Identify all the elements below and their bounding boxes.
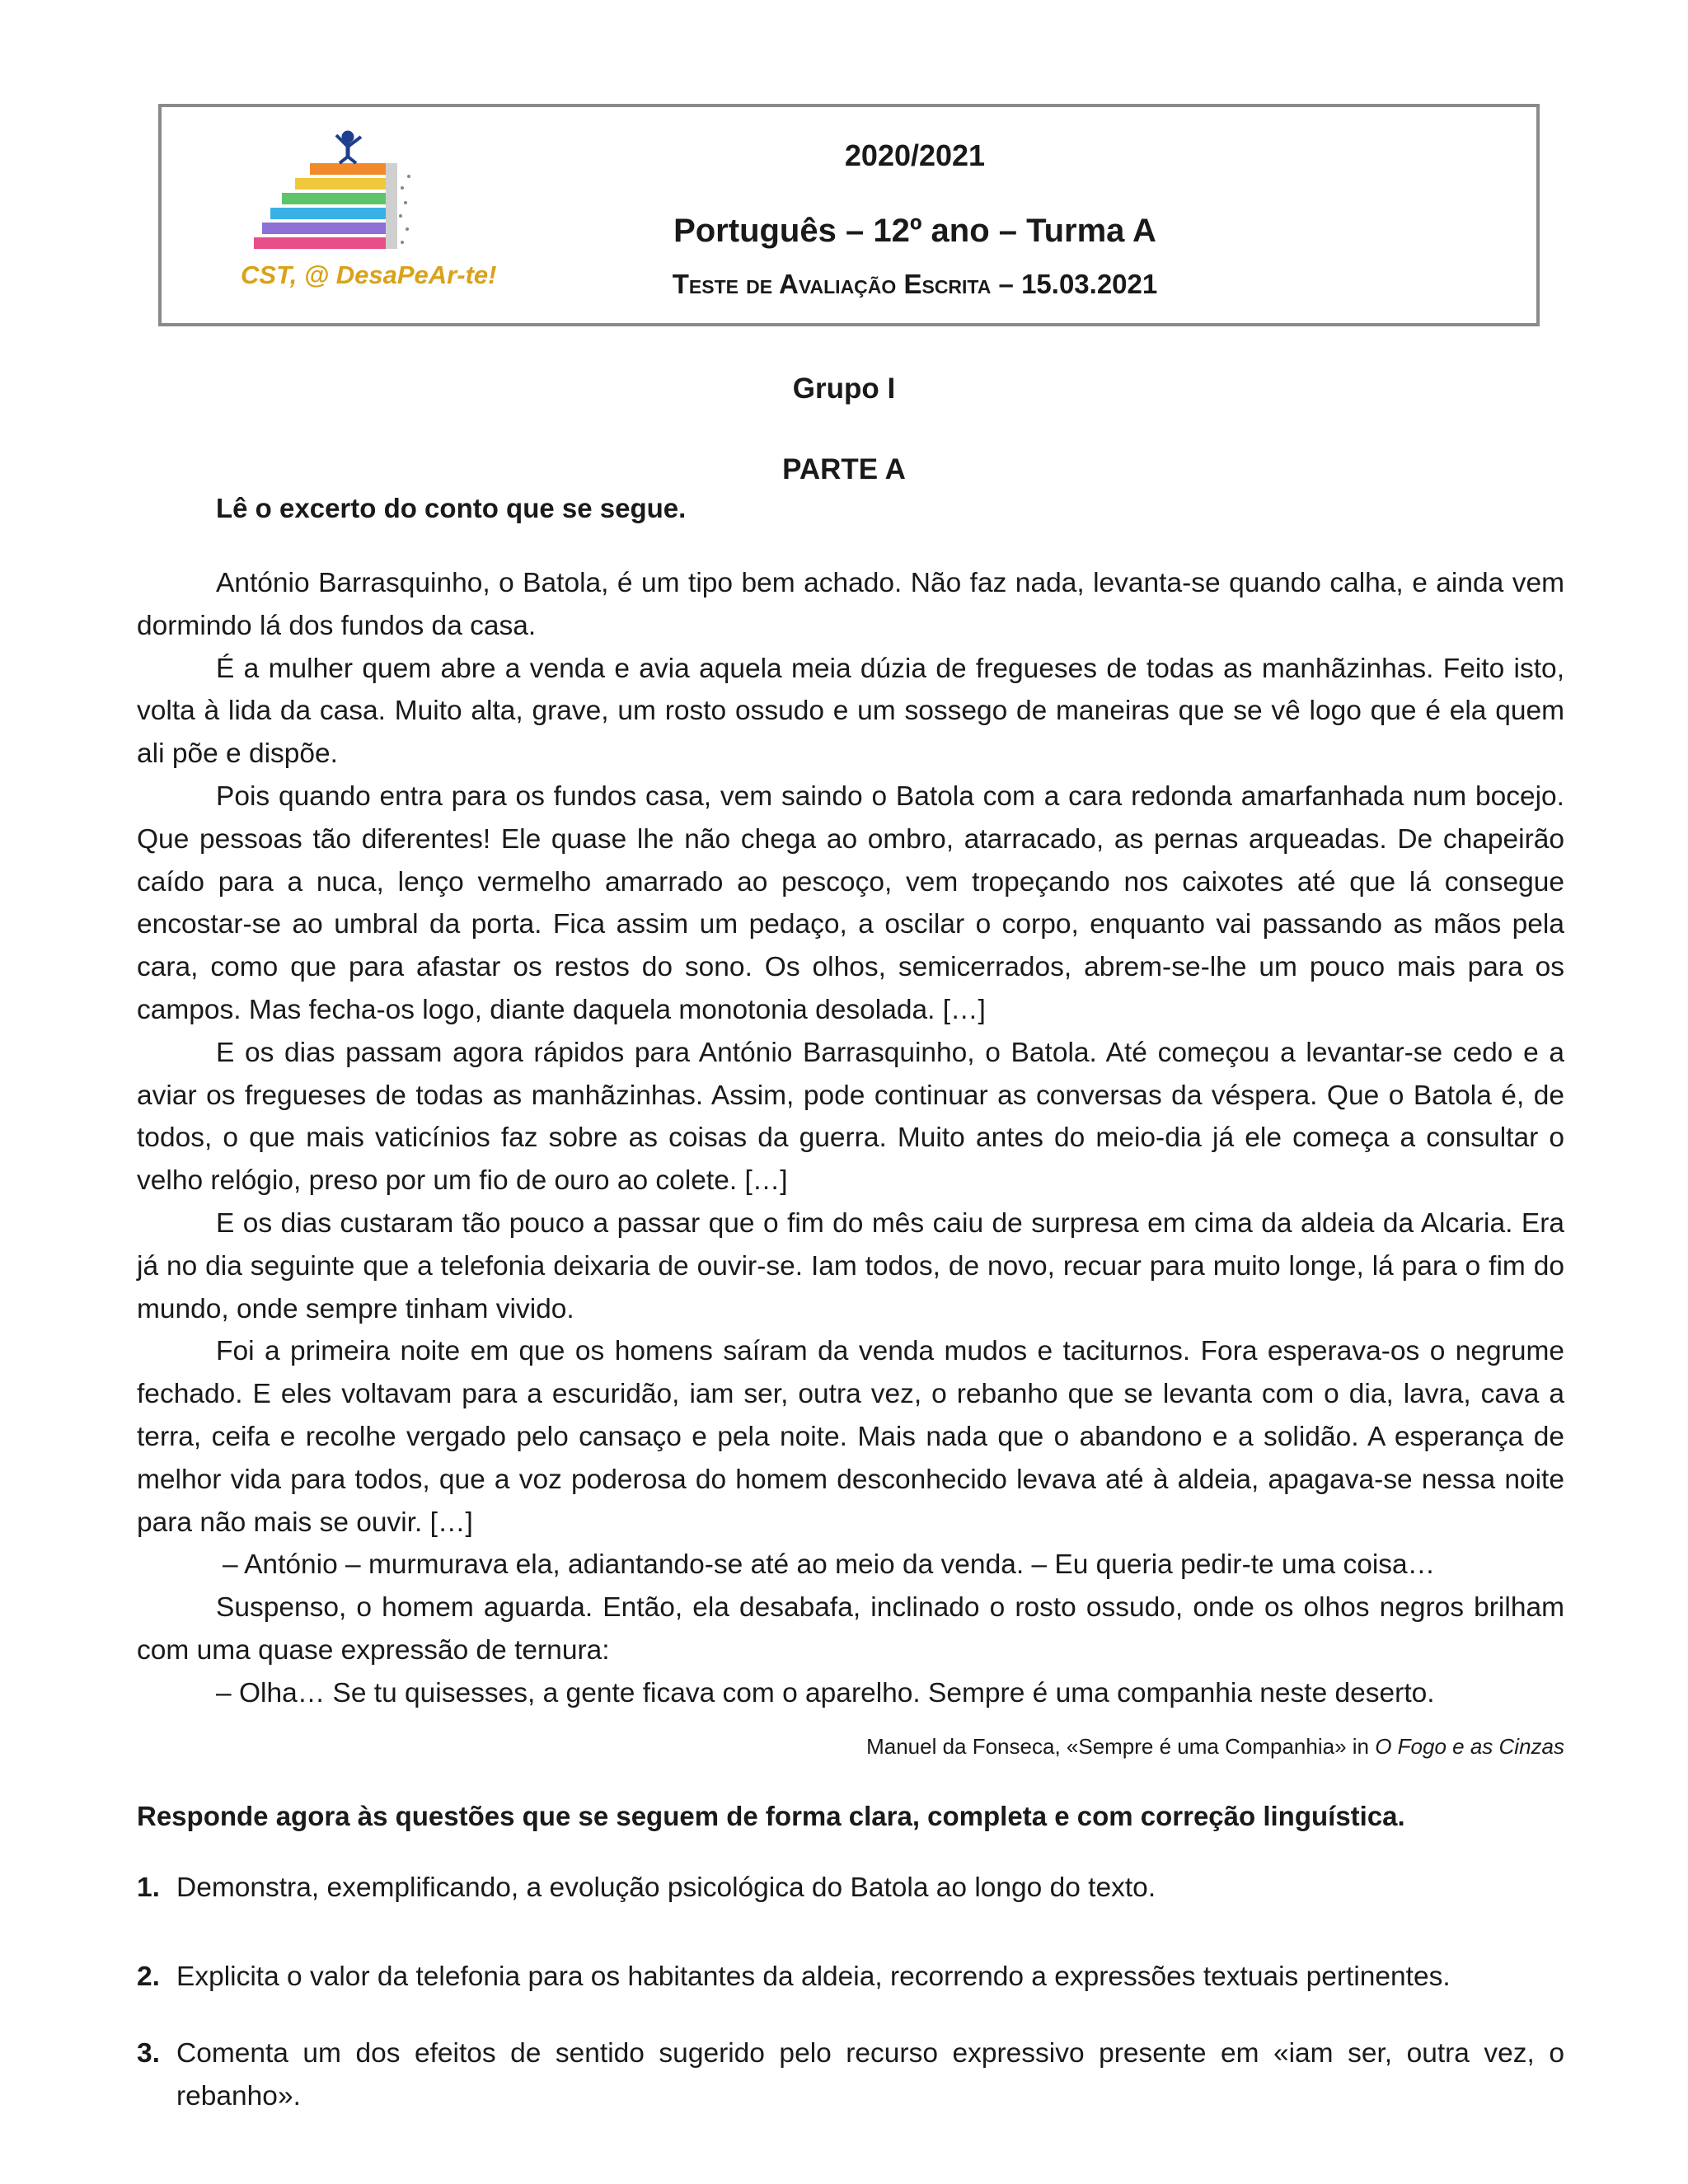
instruction: Lê o excerto do conto que se segue. [216,493,687,523]
question-text: Explicita o valor da telefonia para os habitantes da aldeia, recorrendo a expressões textuais pertinentes. [176,1961,1451,1992]
source-book: O Fogo e as Cinzas [1375,1734,1564,1759]
question-item [137,1867,1564,1910]
paragraph: E os dias passam agora rápidos para António Barrasquinho, o Batola. Até começou a levantar-se cedo e a aviar os fregueses de todas as manhãzinhas. Assim, pode continuar as conversas da véspera. Que o Batola é, de todos, o que mais vaticínios faz sobre as coisas da guerra. Muito antes do meio-dia já ele começa a consultar o velho relógio, preso por um fio de ouro ao colete. […] [137,1037,1564,1197]
part-title: PARTE A [782,453,906,485]
logo-text: CST, @ DesaPeAr-te! [241,260,497,289]
test-title: Teste de Avaliação Escrita – 15.03.2021 [672,269,1158,299]
question-text: Demonstra, exemplificando, a evolução psicológica do Batola ao longo do texto. [176,1872,1156,1903]
paragraph: – António – murmurava ela, adiantando-se até ao meio da venda. – Eu queria pedir-te uma coisa… [223,1549,1436,1581]
source-prefix: Manuel da Fonseca, «Sempre é uma Companhia» in [866,1734,1376,1759]
school-year: 2020/2021 [844,138,986,172]
paragraph: Pois quando entra para os fundos casa, vem saindo o Batola com a cara redonda amarfanhada num bocejo. Que pessoas tão diferentes! Ele quase lhe não chega ao ombro, atarracado, as pernas arqueadas. De chapeirão caído para a nuca, lenço vermelho amarrado ao pescoço, vem tropeçando nos caixotes até que lá consegue encostar-se ao umbral da porta. Fica assim um pedaço, a oscilar o corpo, enquanto vai passando as mãos pela cara, como que para afastar os restos do sono. Os olhos, semicerrados, abrem-se-lhe um pouco mais para os campos. Mas fecha-os logo, diante daquela monotonia desolada. […] [137,780,1564,1025]
group-title: Grupo I [792,373,896,405]
paragraph: António Barrasquinho, o Batola, é um tipo bem achado. Não faz nada, levanta-se quando calha, e ainda vem dormindo lá dos fundos da casa. [137,568,1564,641]
question-number: 1. [137,1872,160,1903]
paragraph: Suspenso, o homem aguarda. Então, ela desabafa, inclinado o rosto ossudo, onde os olhos negros brilham com uma quase expressão de ternura: [137,1592,1564,1666]
question-item [137,1956,1564,1999]
question-number: 2. [137,1961,160,1992]
questions-heading: Responde agora às questões que se seguem de forma clara, completa e com correção linguística. [137,1801,1405,1831]
story-excerpt [137,562,1564,1715]
paragraph: E os dias custaram tão pouco a passar que o fim do mês caiu de surpresa em cima da aldeia da Alcaria. Era já no dia seguinte que a telefonia deixaria de ouvir-se. Iam todos, de novo, recuar para muito longe, lá para o fim do mundo, onde sempre tinham vivido. [137,1207,1564,1324]
header-box [158,104,1540,326]
subject-title: Português – 12º ano – Turma A [673,213,1156,249]
paragraph: Foi a primeira noite em que os homens saíram da venda mudos e taciturnos. Fora esperava-os o negrume fechado. E eles voltavam para a escuridão, iam ser, outra vez, o rebanho que se levanta com o dia, lavra, cava a terra, ceifa e recolhe vergado pelo cansaço e pela noite. Mais nada que o abandono e a solidão. A esperança de melhor vida para todos, que a voz poderosa do homem desconhecido levava até à aldeia, apagava-se nessa noite para não mais se ouvir. […] [137,1336,1564,1538]
question-number: 3. [137,2038,160,2069]
paragraph: – Olha… Se tu quisesses, a gente ficava com o aparelho. Sempre é uma companhia neste deserto. [216,1677,1435,1708]
question-text: Comenta um dos efeitos de sentido sugerido pelo recurso expressivo presente em «iam ser, outra vez, o rebanho». [176,2038,1564,2111]
source-citation [866,1734,1564,1760]
paragraph: É a mulher quem abre a venda e avia aquela meia dúzia de fregueses de todas as manhãzinhas. Feito isto, volta à lida da casa. Muito alta, grave, um rosto ossudo e um sossego de maneiras que se vê logo que é ela quem ali põe e dispõe. [137,653,1564,770]
question-item [137,2032,1564,2118]
